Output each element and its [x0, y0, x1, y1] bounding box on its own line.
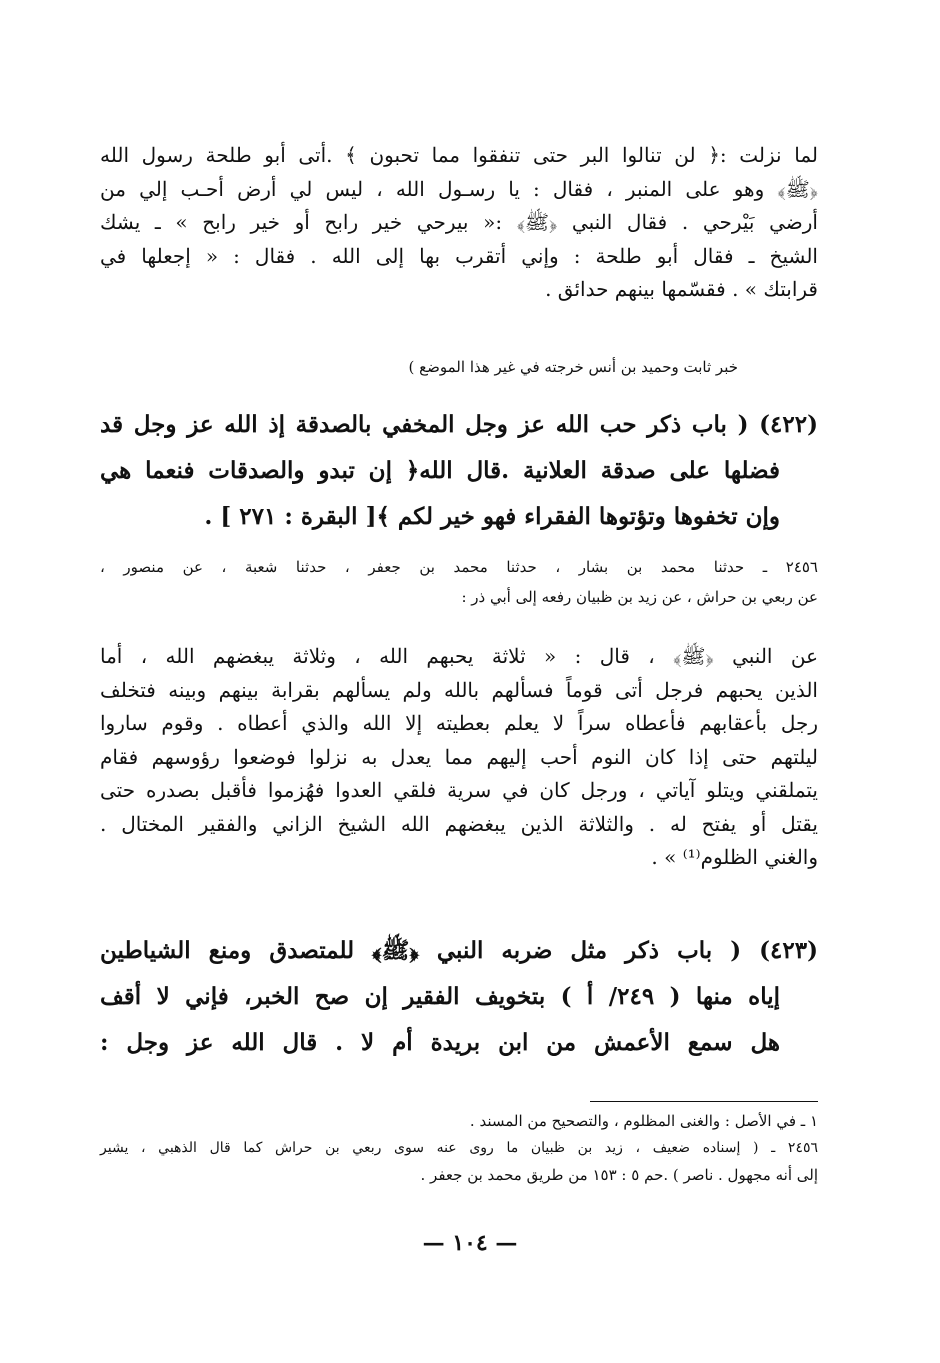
- footnote-line: ١ ـ في الأصل : والغنى المظلوم ، والتصحيح من المسند .: [469, 1112, 818, 1130]
- isnad-2456: [100, 552, 818, 612]
- text-line: الذين يحبهم فرجل أتى قوماً فسألهم بالله ولم يسألهم بقرابة بينهم وبينه فتخلف: [100, 677, 818, 702]
- text-line: ٢٤٥٦ ـ حدثنا محمد بن بشار ، حدثنا محمد بن جعفر ، حدثنا شعبة ، عن منصور ،: [100, 558, 818, 576]
- chapter-423-heading: [100, 928, 818, 1066]
- text-line: الشيخ ـ فقال أبو طلحة : وإني أتقرب بها إلى الله . فقال : « إجعلها في: [100, 243, 818, 268]
- takhrij-note: [100, 352, 818, 382]
- text-line: (٤٢٢) ( باب ذكر حب الله عز وجل المخفي بالصدقة إذ الله عز وجل قد: [100, 411, 818, 438]
- text-line: ﴿ﷺ﴾ وهو على المنبر ، فقال : يا رسـول الله ، ليس لي أرض أحـب إلي من: [100, 176, 818, 201]
- text-line: (٤٢٣) ( باب ذكر مثل ضربه النبي ﴿ﷺ﴾ للمتصدق ومنع الشياطين: [100, 937, 818, 964]
- text-line: يقتل أو يفتح له . والثلاثة الذين يبغضهم الله الشيخ الزاني والفقير المختال .: [100, 811, 818, 836]
- text-line: هل سمع الأعمش من ابن بريدة أم لا . قال الله عز وجل :: [100, 1029, 780, 1056]
- text-line: والغني الظلوم⁽¹⁾ » .: [651, 845, 818, 869]
- text-line: عن ربعي بن حراش ، عن زيد بن ظبيان رفعه إلى أبي ذر :: [461, 588, 818, 606]
- text-line: يتملقني ويتلو آياتي ، ورجل كان في سرية فلقي العدوا فهُزموا فأقبل بصدره حتى: [100, 778, 818, 802]
- footnotes: [100, 1108, 818, 1189]
- text-line: ليلتهم حتى إذا كان النوم أحب إليهم مما يعدل به نزلوا فوضعوا رؤوسهم فقام: [100, 744, 818, 769]
- page-number: — ١٠٤ —: [422, 1230, 518, 1256]
- text-line: فضلها على صدقة العلانية .قال الله﴿ إن تبدو والصدقات فنعما هي: [100, 457, 780, 484]
- chapter-422-heading: [100, 402, 818, 540]
- text-line: خبر ثابت وحميد بن أنس خرجته في غير هذا الموضع ): [408, 358, 738, 376]
- text-line: لما نزلت :﴿ لن تنالوا البر حتى تنفقوا مما تحبون ﴾ .أتى أبو طلحة رسول الله: [100, 143, 818, 167]
- text-line: أرضي بَيْرحي . فقال النبي ﴿ﷺ﴾ :« بيرحي خير رابح أو خير رابح » ـ يشك: [100, 210, 818, 234]
- text-line: وإن تخفوها وتؤتوها الفقراء فهو خير لكم ﴾[ البقرة : ٢٧١ ] .: [204, 503, 780, 530]
- text-line: عن النبي ﴿ﷺ﴾ ، قال : « ثلاثة يحبهم الله ، وثلاثة يبغضهم الله ، أما: [100, 644, 818, 668]
- text-line: رجل بأعقابهم فأعطاه سراً لا يعلم بعطيته إلا الله والذي أعطاه . وقوم ساروا: [100, 711, 818, 735]
- hadith-2455-ending: [100, 139, 818, 307]
- footnote-line: ٢٤٥٦ ـ ( إسناده ضعيف ، زيد بن ظبيان ما روى عنه سوى ربعي بن حراش كما قال الذهبي ، يشير: [100, 1140, 818, 1156]
- hadith-2456-matn: [100, 640, 818, 875]
- text-line: إياه منها ( ٢٤٩/ أ ) بتخويف الفقير إن صح الخبر، فإني لا أقف: [100, 983, 780, 1010]
- footnote-line: إلى أنه مجهول . ناصر ) .حم ٥ : ١٥٣ من طريق محمد بن جعفر .: [420, 1166, 818, 1184]
- footnote-separator: [590, 1101, 818, 1102]
- text-line: قرابتك » . فقسّمها بينهم حدائق .: [545, 277, 818, 301]
